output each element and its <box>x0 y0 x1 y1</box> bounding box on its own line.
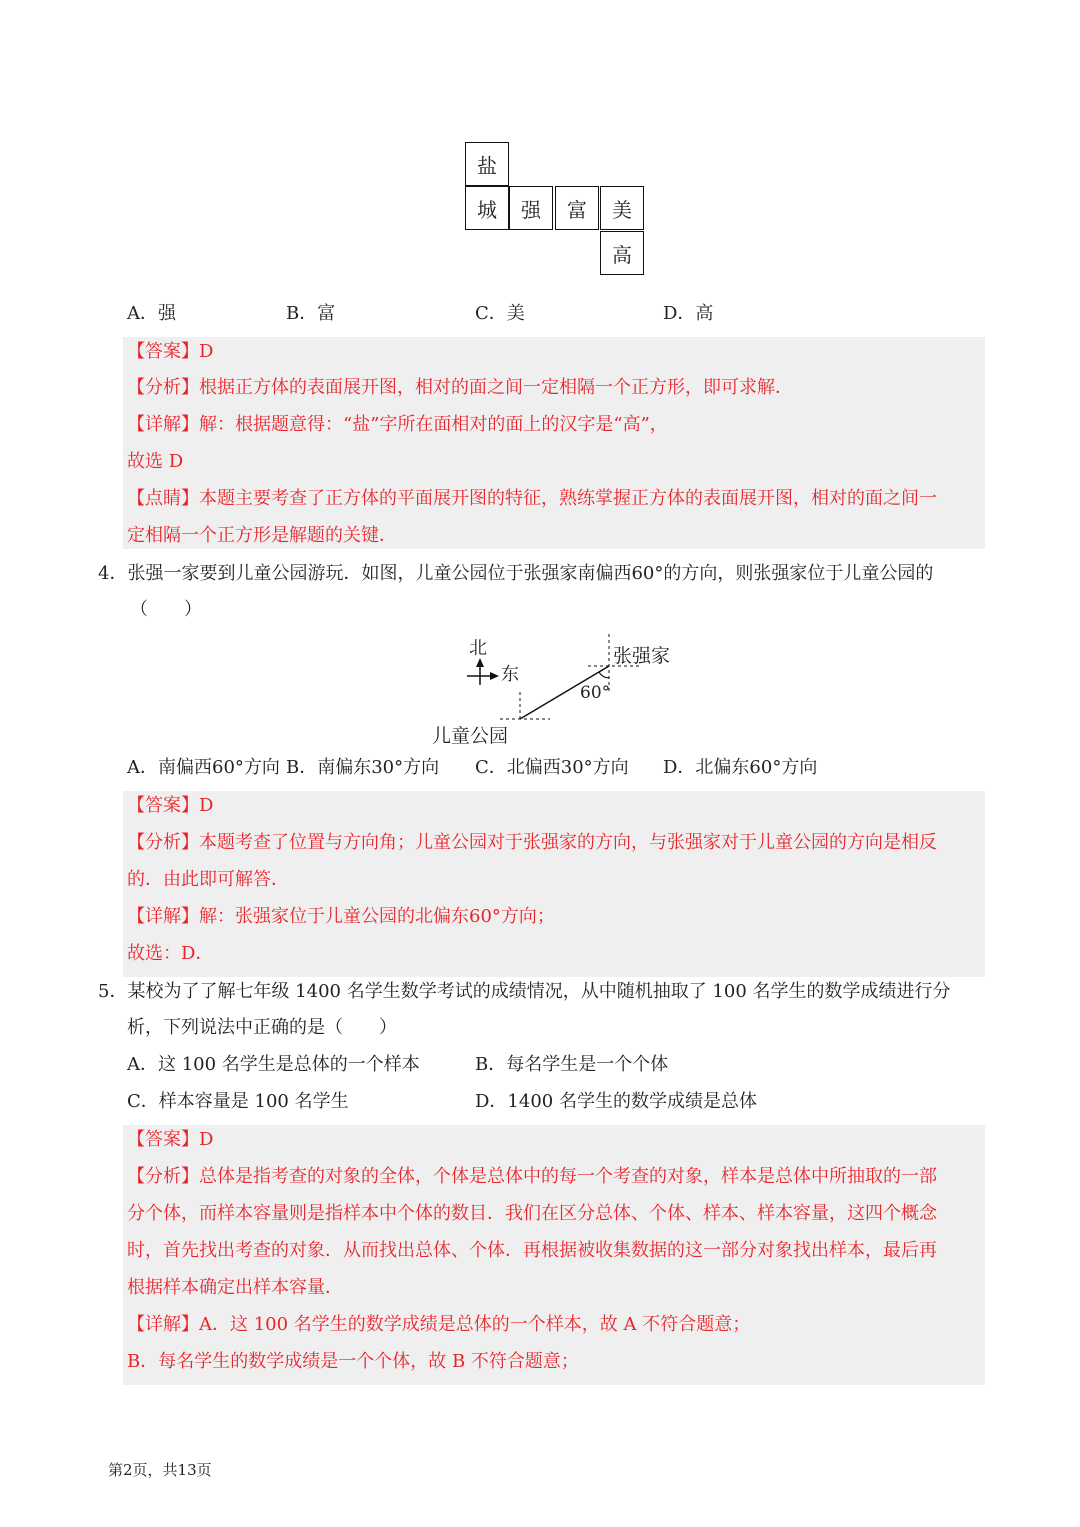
q5-answer: 【答案】D <box>127 1129 214 1150</box>
q4-stem-line1: 4．张强一家要到儿童公园游玩．如图，儿童公园位于张强家南偏西60°的方向，则张强家位于儿童公园的 <box>98 563 934 584</box>
q3-option-d: D．高 <box>663 303 714 324</box>
q4-analysis-line2: 的．由此即可解答． <box>127 869 289 890</box>
q3-comment-line1: 【点睛】本题主要考查了正方体的平面展开图的特征，熟练掌握正方体的表面展开图，相对的面之间一 <box>127 488 937 509</box>
q3-choose: 故选 D <box>127 451 184 472</box>
direction-figure <box>420 630 700 750</box>
q5-stem-line2: 析，下列说法中正确的是（ ） <box>127 1017 397 1038</box>
q4-option-d: D．北偏东60°方向 <box>663 757 818 778</box>
net-cell-gao: 高 <box>600 231 644 275</box>
q5-analysis-line3: 时，首先找出考查的对象．从而找出总体、个体．再根据被收集数据的这一部分对象找出样本，最后再 <box>127 1240 937 1261</box>
q5-stem-line1: 5．某校为了了解七年级 1400 名学生数学考试的成绩情况，从中随机抽取了 100 名学生的数学成绩进行分 <box>98 981 951 1002</box>
compass-north-label: 北 <box>469 638 487 659</box>
page-number: 第2页，共13页 <box>108 1461 212 1479</box>
angle-label: 60° <box>580 683 611 703</box>
net-cell-qiang: 强 <box>509 186 553 230</box>
compass-east-label: 东 <box>501 664 519 685</box>
compass-east-arrowhead <box>490 672 499 680</box>
q5-analysis-line2: 分个体，而样本容量则是指样本中个体的数目．我们在区分总体、个体、样本、样本容量，这四个概念 <box>127 1203 937 1224</box>
net-cell-mei: 美 <box>600 186 644 230</box>
q5-analysis-line1: 【分析】总体是指考查的对象的全体，个体是总体中的每一个考查的对象，样本是总体中所抽取的一部 <box>127 1166 937 1187</box>
q3-comment-line2: 定相隔一个正方形是解题的关键． <box>127 525 397 546</box>
q3-option-a: A．强 <box>127 303 176 324</box>
q4-option-a: A．南偏西60°方向 <box>127 757 280 778</box>
q3-solution-box <box>123 337 985 549</box>
q3-option-c: C．美 <box>475 303 525 324</box>
home-label: 张强家 <box>613 645 671 667</box>
net-cell-cheng: 城 <box>465 186 509 230</box>
q3-detail: 【详解】解：根据题意得：“盐”字所在面相对的面上的汉字是“高”， <box>127 414 668 435</box>
q5-detail-line2: B．每名学生的数学成绩是一个个体，故 B 不符合题意； <box>127 1351 579 1372</box>
q5-analysis-line4: 根据样本确定出样本容量． <box>127 1277 343 1298</box>
net-cell-yan: 盐 <box>465 142 509 186</box>
q4-detail: 【详解】解：张强家位于儿童公园的北偏东60°方向； <box>127 906 555 927</box>
q5-option-d: D．1400 名学生的数学成绩是总体 <box>475 1091 757 1112</box>
q5-detail-line1: 【详解】A．这 100 名学生的数学成绩是总体的一个样本，故 A 不符合题意； <box>127 1314 751 1335</box>
net-cell-fu: 富 <box>555 186 599 230</box>
angle-arc <box>599 672 609 678</box>
compass-north-arrowhead <box>476 658 484 667</box>
q4-option-c: C．北偏西30°方向 <box>475 757 629 778</box>
q4-analysis-line1: 【分析】本题考查了位置与方向角；儿童公园对于张强家的方向，与张强家对于儿童公园的方向是相反 <box>127 832 937 853</box>
q3-option-b: B．富 <box>286 303 336 324</box>
park-label: 儿童公园 <box>432 725 509 747</box>
q4-choose: 故选：D． <box>127 943 214 964</box>
q4-stem-line2: （ ） <box>130 599 202 620</box>
q5-option-b: B．每名学生是一个个体 <box>475 1054 669 1075</box>
q5-option-a: A．这 100 名学生是总体的一个样本 <box>127 1054 420 1075</box>
q4-option-b: B．南偏东30°方向 <box>286 757 440 778</box>
q4-answer: 【答案】D <box>127 795 214 816</box>
q5-option-c: C．样本容量是 100 名学生 <box>127 1091 349 1112</box>
q3-analysis: 【分析】根据正方体的表面展开图，相对的面之间一定相隔一个正方形，即可求解． <box>127 377 793 398</box>
q3-answer: 【答案】D <box>127 341 214 362</box>
